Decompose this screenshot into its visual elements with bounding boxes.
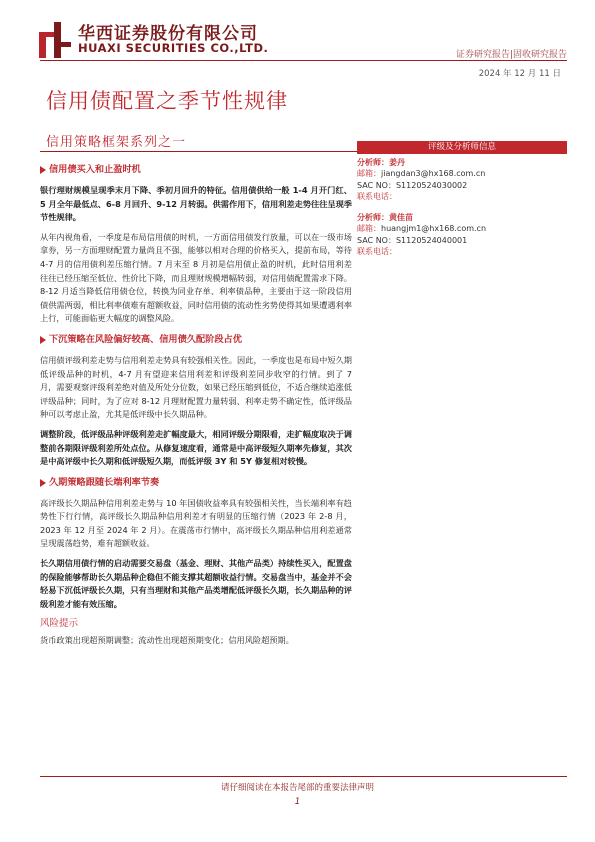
analyst-name-label: 分析师： <box>357 213 389 222</box>
analyst-card: 分析师：姜丹 邮箱：jiangdan3@hx168.com.cn SAC NO：S1120524030002 联系电话： <box>357 158 486 202</box>
triangle-bullet-icon <box>40 336 46 344</box>
section-heading: 信用债买入和止盈时机 <box>40 162 352 178</box>
section-2-paragraph-2: 调整阶段，低评级品种评级利差走扩幅度最大，相同评级分期限看，走扩幅度取决于调整前各期限评级利差所处点位。从修复速度看，通常是中高评级短久期率先修复，其次是中高评级中长久期和低评级短久期，而低评级 3Y 和 5Y 修复相对较慢。 <box>40 428 352 467</box>
risk-text: 货币政策出现超预期调整；流动性出现超预期变化；信用风险超预期。 <box>40 635 294 646</box>
analyst-name: 姜丹 <box>389 158 405 167</box>
main-content <box>40 160 352 654</box>
page-number: 1 <box>294 797 301 807</box>
analyst-card: 分析师：黄佳苗 邮箱：huangjm1@hx168.com.cn SAC NO：S1120524040001 联系电话： <box>357 213 487 257</box>
section-heading: 下沉策略在风险偏好较高、信用债久配阶段占优 <box>40 332 352 348</box>
analyst-name: 黄佳苗 <box>389 213 413 222</box>
report-title: 信用债配置之季节性规律 <box>46 89 288 113</box>
section-3-paragraph-2: 长久期信用债行情的启动需要交易盘（基金、理财、其他产品类）持续性买入，配置盘的保险能够帮助长久期品种企稳但不能支撑其超额收益行情。交易盘当中，基金并不会轻易下沉低评级长久期，只有当理财和其他产品类增配低评级长久期，长久期品种的评级利差才能有效压缩。 <box>40 558 352 609</box>
analyst-phone-label: 联系电话： <box>357 192 397 202</box>
legal-disclaimer-note: 请仔细阅读在本报告尾部的重要法律声明 <box>220 783 374 793</box>
analyst-name-label: 分析师： <box>357 158 389 167</box>
report-subtitle: 信用策略框架系列之一 <box>46 135 187 150</box>
analyst-sac-number: S1120524030002 <box>395 180 468 190</box>
section-heading: 久期策略跟随长端利率节奏 <box>40 475 352 491</box>
section-1-paragraph-1: 银行理财规模呈现季末月下降、季初月回升的特征。信用债供给一般 1-4 月开门红、5 月全年最低点、6-8 月回升、9-12 月转弱。供需作用下，信用利差走势往往呈现季节性规律。 <box>40 185 352 223</box>
company-name-en: HUAXI SECURITIES CO.,LTD. <box>78 41 269 55</box>
analyst-email[interactable]: jiangdan3@hx168.com.cn <box>381 169 486 179</box>
analyst-sac-number: S1120524040001 <box>395 235 468 245</box>
section-2-paragraph-1: 信用债评级利差走势与信用利差走势具有较强相关性。因此，一季度也是布局中短久期低评级品种的时机，4-7 月有望迎来信用利差和评级利差同步收窄的行情。到了 7 月，需要观察评级利差绝对值及所处分位数，如果已经压缩到低位，不适合继续追涨低评级品种；同时，为了应对 8-12 月理财配置力量转弱、利率走势不确定性，低评级品种可以考虑止盈，尤其是低评级中长久期品种。 <box>40 354 352 420</box>
analyst-phone-label: 联系电话： <box>357 247 397 257</box>
risk-title: 风险提示 <box>40 618 79 630</box>
company-name-cn: 华西证券股份有限公司 <box>78 24 258 44</box>
section-3-paragraph-1: 高评级长久期品种信用利差走势与 10 年国债收益率具有较强相关性，当长端利率有趋势性下行行情，高评级长久期品种信用利差才有明显的压缩行情（2023 年 2-8 月，2023 年 12 月至 2024 年 2 月）。在震荡市行情中，高评级长久期品种信用利差通常呈现震荡趋势，难有超额收益。 <box>40 497 352 549</box>
report-date: 2024 年 12 月 11 日 <box>478 69 561 79</box>
header-divider <box>40 60 567 61</box>
huaxi-logo-icon <box>39 22 71 58</box>
analyst-info-header: 评级及分析师信息 <box>357 141 567 154</box>
report-category-tags: 证券研究报告|固收研究报告 <box>455 50 567 60</box>
footer-divider <box>40 776 567 777</box>
section-1-paragraph-2: 从年内视角看，一季度是布局信用债的时机，一方面信用债发行放量，可以在一级市场拿券，另一方面理财配置力量尚且不强，能够以相对合理的价格买入，提前布局，等待 4-7 月的信用债利差压缩行情。7 月末至 8 月初是信用债止盈的时机，此时信用利差往往已经压缩至低位、性价比下降，而且理财规模增幅转弱，对信用债配置需求下降。8-12 月适当降低信用债仓位，转换为同业存单、利率债品种，主要由于这一阶段信用债供需两弱，相比利率债难有超额收益，同时信用债的流动性劣势使得其如果遭遇利率上行，可能面临更大幅度的调整风险。 <box>40 231 352 324</box>
triangle-bullet-icon <box>40 479 46 487</box>
analyst-email[interactable]: huangjm1@hx168.com.cn <box>381 224 487 234</box>
triangle-bullet-icon <box>40 166 46 174</box>
